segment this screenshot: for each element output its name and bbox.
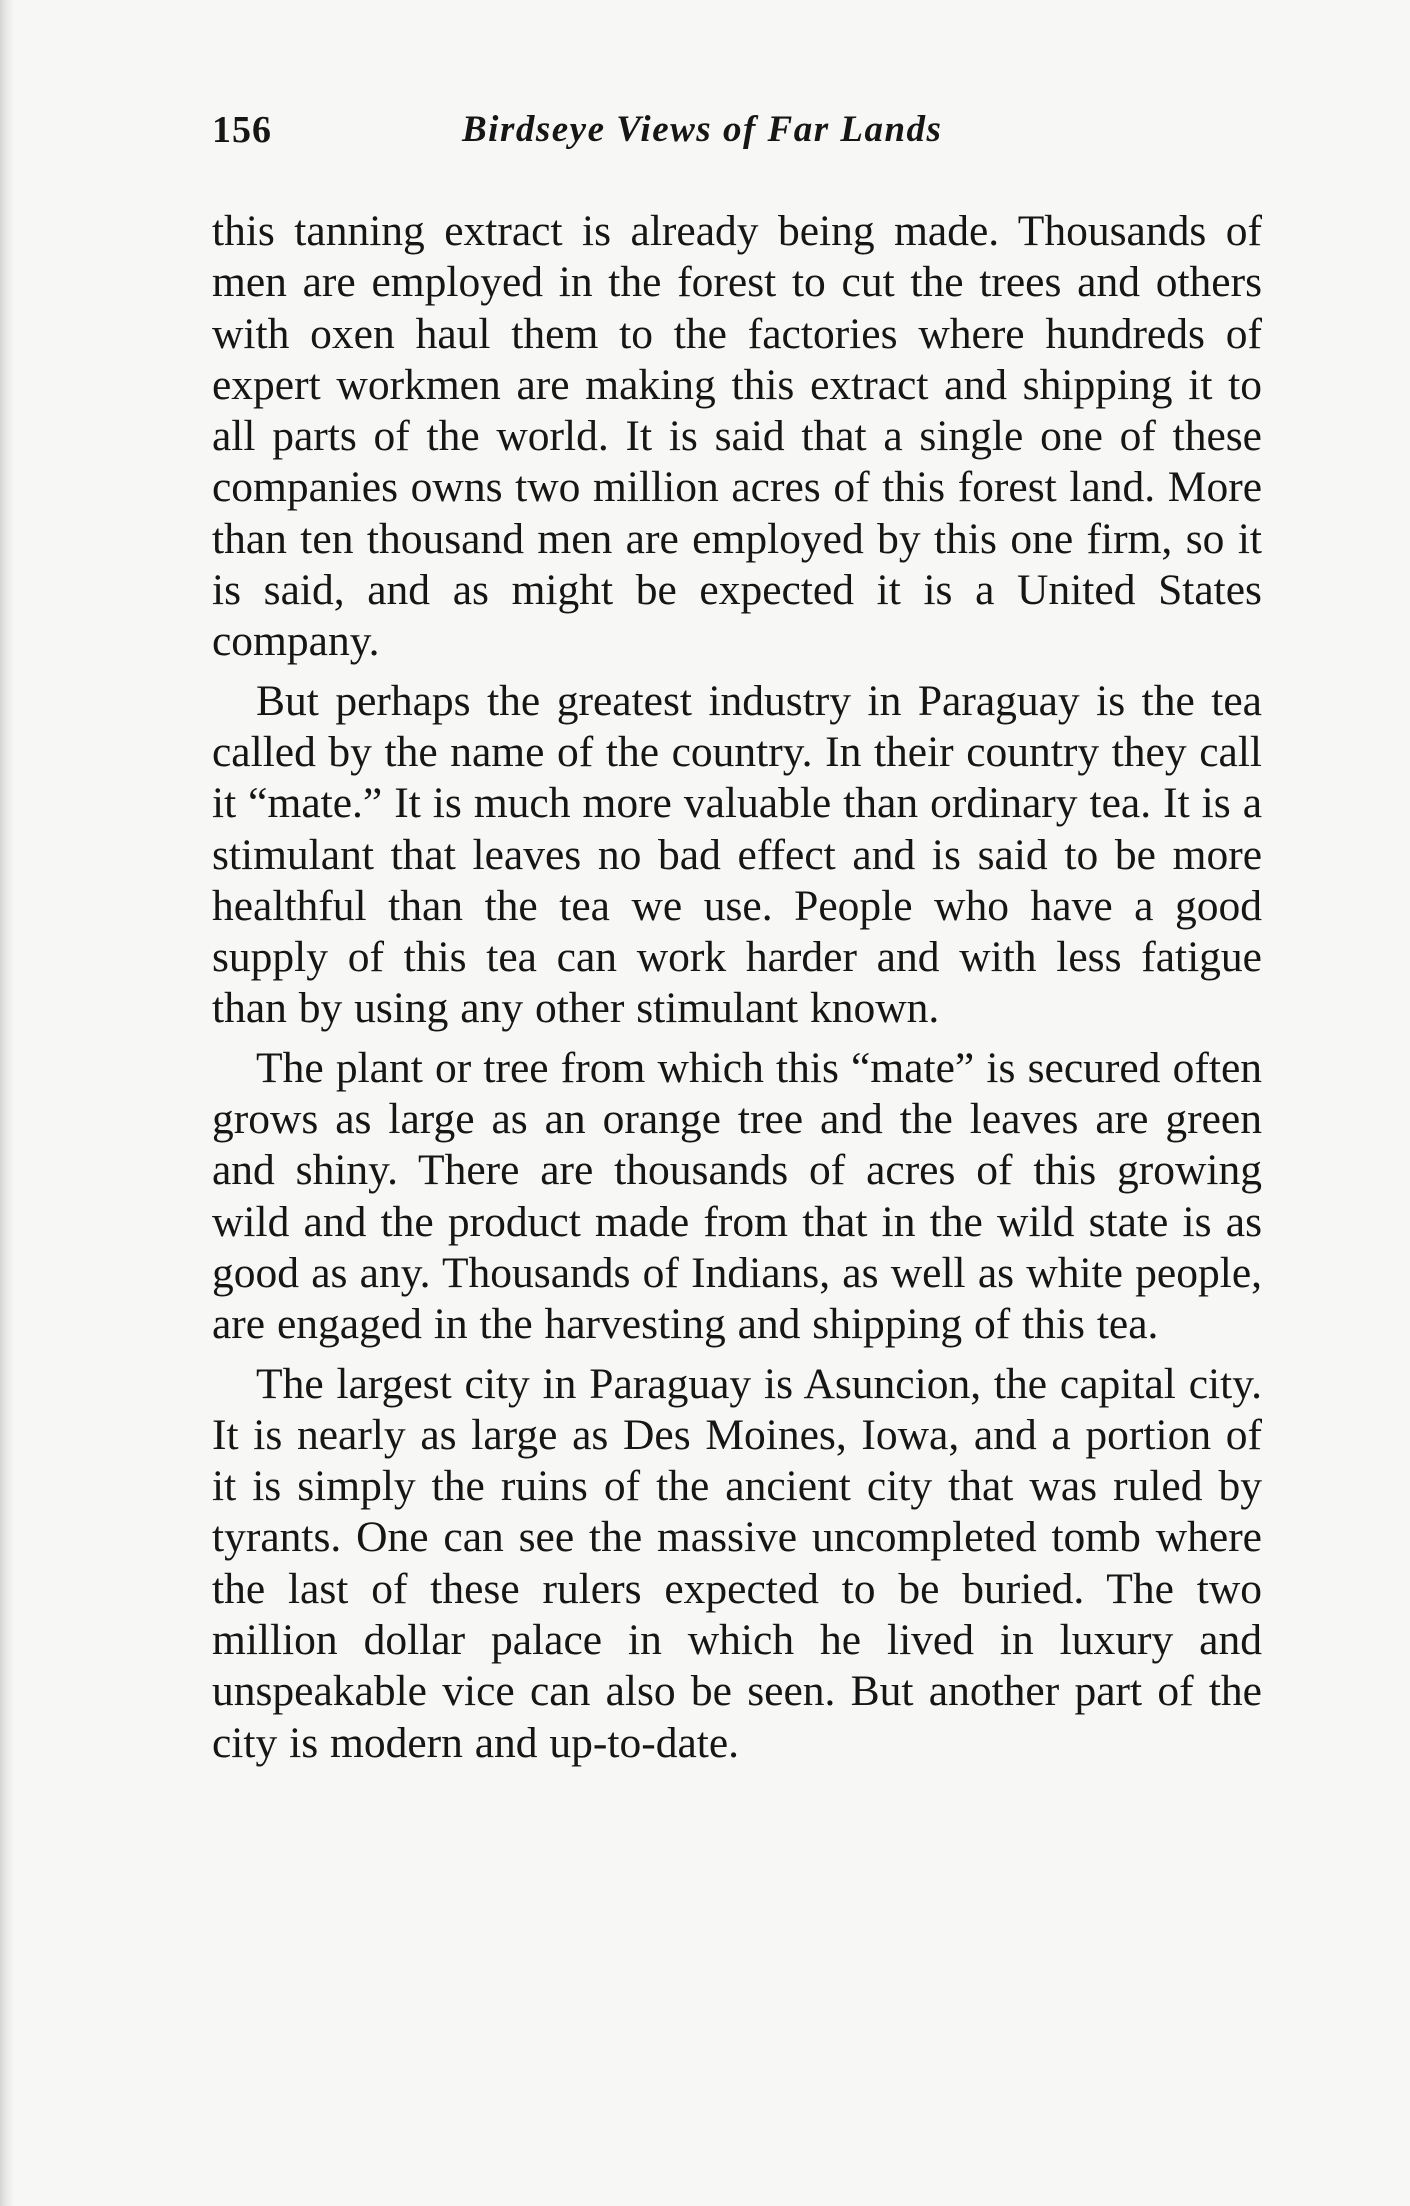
running-head: Birdseye Views of Far Lands <box>462 109 943 150</box>
paragraph-mate-plant: The plant or tree from which this “mate” is secured often grows as large as an orange tree and the leaves are green and shiny. There are thousands of acres of this growing wild and the product made from that in the wild state is as good as any. Thousands of Indians, as well as white people, are engaged in the harvesting and shipping of this tea. <box>212 1043 1262 1349</box>
page-header <box>212 108 1262 158</box>
paragraph-asuncion: The largest city in Paraguay is Asuncion, the capital city. It is nearly as large as Des Moines, Iowa, and a portion of it is simply the ruins of the ancient city that was ruled by tyrants. One can see the massive uncompleted tomb where the last of these rulers expected to be buried. The two million dollar palace in which he lived in luxury and unspeakable vice can also be seen. But another part of the city is modern and up-to-date. <box>212 1359 1262 1767</box>
page-spine-shadow <box>0 0 14 2206</box>
paragraph-mate-tea: But perhaps the greatest industry in Paraguay is the tea called by the name of the country. In their country they call it “mate.” It is much more valuable than ordinary tea. It is a stimulant that leaves no bad effect and is said to be more healthful than the tea we use. People who have a good supply of this tea can work harder and with less fatigue than by using any other stimulant known. <box>212 676 1262 1033</box>
body-text <box>212 206 1262 1777</box>
paragraph-continued: this tanning extract is already being made. Thousands of men are employed in the forest to cut the trees and others with oxen haul them to the factories where hundreds of expert workmen are making this extract and shipping it to all parts of the world. It is said that a single one of these companies owns two million acres of this forest land. More than ten thousand men are employed by this one firm, so it is said, and as might be expected it is a United States company. <box>212 207 1262 666</box>
page-number: 156 <box>212 109 272 151</box>
